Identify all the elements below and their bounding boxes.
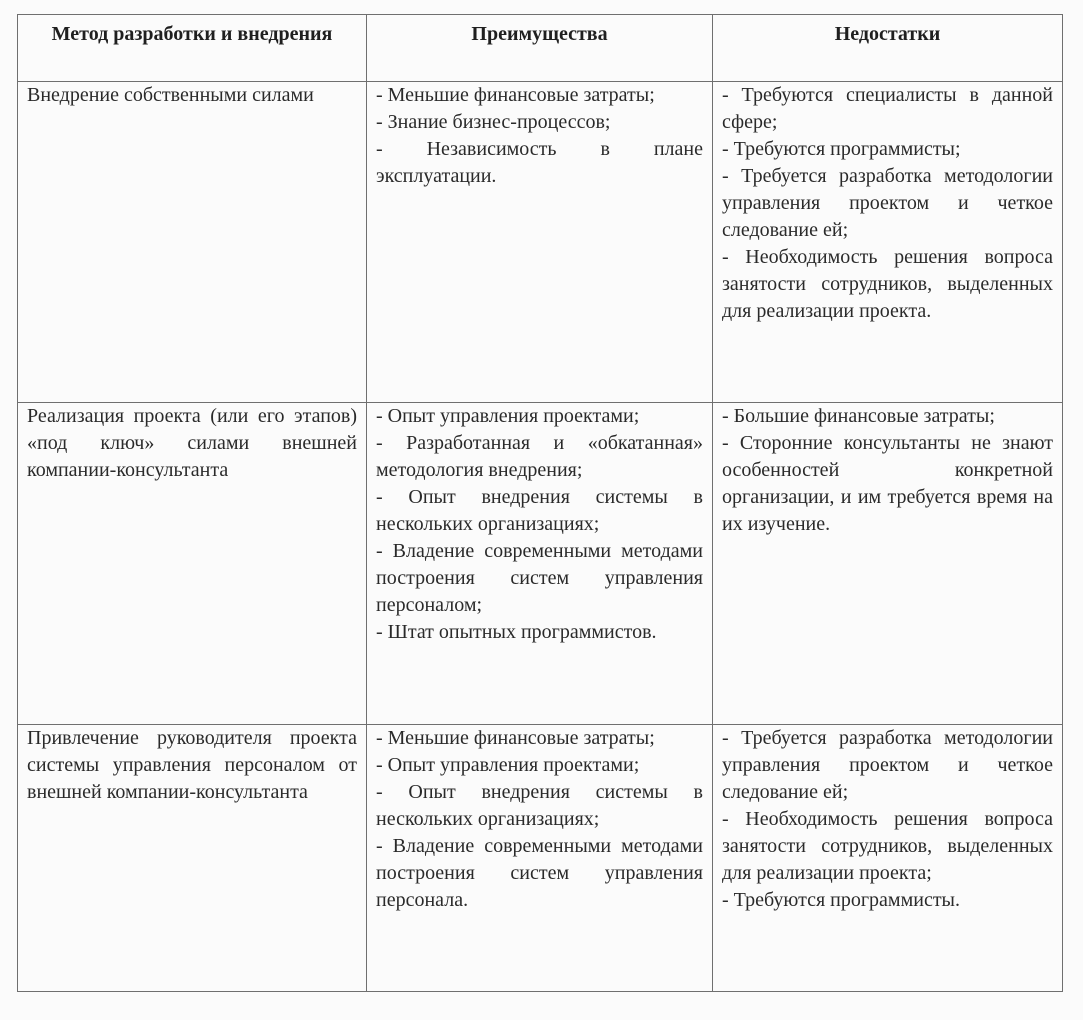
method-cell (18, 403, 367, 725)
advantage-item: - Опыт управления проектами; (376, 405, 640, 427)
table-row (18, 82, 1063, 403)
disadvantage-item: - Требуются программисты. (722, 889, 960, 911)
method-cell (18, 725, 367, 992)
disadvantage-item: - Большие финансовые затраты; (722, 405, 995, 427)
advantage-item: - Независимость в плане эксплуатации. (376, 138, 703, 187)
table-row (18, 725, 1063, 992)
disadvantage-item: - Сторонние консультанты не знают особенностей конкретной организации, и им требуется время на их изучение. (722, 432, 1053, 535)
table-header-row (18, 15, 1063, 82)
method-text: Внедрение собственными силами (27, 84, 314, 106)
advantage-item: - Владение современными методами построения систем управления персоналом; (376, 540, 703, 616)
advantages-cell (367, 403, 713, 725)
advantage-item: - Знание бизнес-процессов; (376, 111, 611, 133)
advantage-item: - Владение современными методами построения систем управления персонала. (376, 835, 703, 911)
disadvantages-cell (713, 403, 1063, 725)
advantage-item: - Меньшие финансовые затраты; (376, 727, 655, 749)
comparison-table (17, 14, 1063, 992)
table-row (18, 403, 1063, 725)
advantages-cell (367, 725, 713, 992)
header-disadvantages: Недостатки (713, 15, 1063, 82)
advantage-item: - Опыт внедрения системы в нескольких организациях; (376, 781, 703, 830)
method-text: Привлечение руководителя проекта системы управления персоналом от внешней компании-консультанта (27, 727, 357, 803)
disadvantage-item: - Необходимость решения вопроса занятости сотрудников, выделенных для реализации проекта. (722, 246, 1053, 322)
header-method: Метод разработки и внедрения (18, 15, 367, 82)
advantage-item: - Меньшие финансовые затраты; (376, 84, 655, 106)
advantage-item: - Опыт управления проектами; (376, 754, 640, 776)
header-advantages: Преимущества (367, 15, 713, 82)
disadvantage-item: - Необходимость решения вопроса занятости сотрудников, выделенных для реализации проекта; (722, 808, 1053, 884)
advantage-item: - Штат опытных программистов. (376, 621, 657, 643)
advantage-item: - Разработанная и «обкатанная» методология внедрения; (376, 432, 703, 481)
disadvantages-cell (713, 82, 1063, 403)
advantage-item: - Опыт внедрения системы в нескольких организациях; (376, 486, 703, 535)
method-text: Реализация проекта (или его этапов) «под ключ» силами внешней компании-консультанта (27, 405, 357, 481)
disadvantage-item: - Требуется разработка методологии управления проектом и четкое следование ей; (722, 727, 1053, 803)
disadvantage-item: - Требуются специалисты в данной сфере; (722, 84, 1053, 133)
advantages-cell (367, 82, 713, 403)
method-cell (18, 82, 367, 403)
disadvantage-item: - Требуется разработка методологии управления проектом и четкое следование ей; (722, 165, 1053, 241)
disadvantages-cell (713, 725, 1063, 992)
disadvantage-item: - Требуются программисты; (722, 138, 961, 160)
